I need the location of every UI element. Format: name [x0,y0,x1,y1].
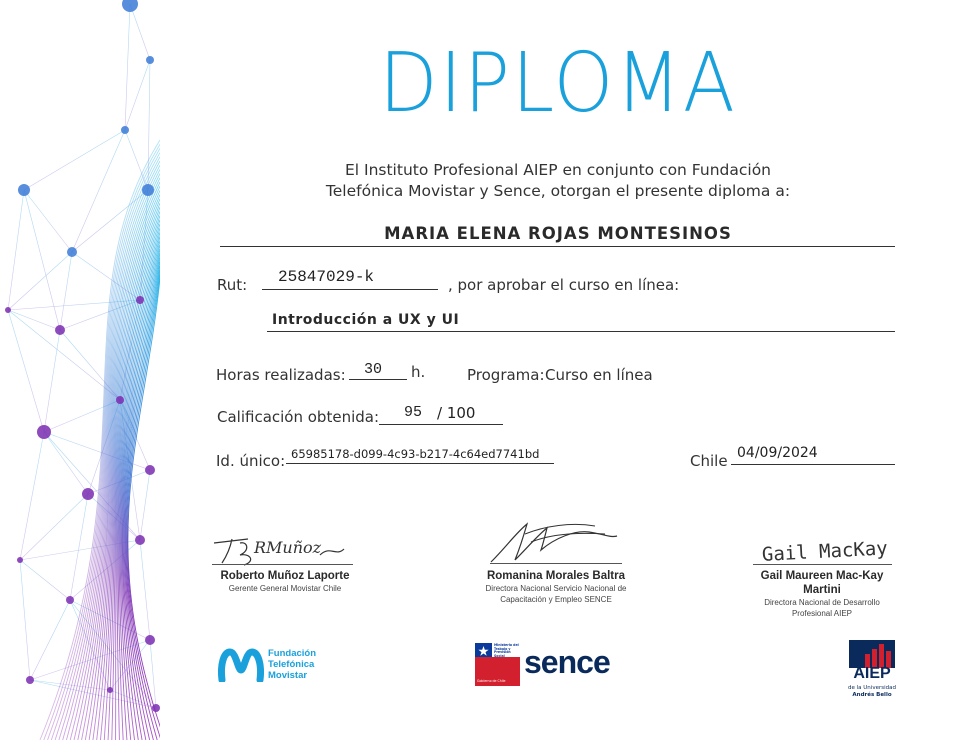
network-node [66,596,74,604]
network-line [24,190,60,330]
gob-line-4: Social [494,653,505,658]
signature-muñoz-text: RMuñoz [254,538,322,557]
wave-strand [125,262,160,740]
signatory-3 [734,569,910,619]
signature-morales [485,516,625,566]
recipient-name: MARIA ELENA ROJAS MONTESINOS [384,224,732,243]
signature-muñoz [210,525,355,567]
logo-gobierno-chile [475,643,520,686]
movistar-line-2: Telefónica [268,659,315,670]
network-line [125,4,130,130]
grade-underline [379,424,503,425]
rut-label: Rut: [217,276,248,294]
hours-label: Horas realizadas: [216,366,346,384]
network-line [140,470,150,540]
network-node [107,687,113,693]
logo-aiep [849,640,896,700]
signatory-2-name: Romanina Morales Baltra [486,570,626,582]
signatory-3-role-2: Profesional AIEP [791,609,853,618]
network-node [37,425,51,439]
signatory-1-name: Roberto Muñoz Laporte [220,570,350,582]
logo-fundacion-telefonica-movistar [218,646,328,686]
rut-value: 25847029-k [278,268,375,286]
network-node [145,465,155,475]
wave-strand [125,266,160,740]
network-line [24,130,125,190]
network-node [145,635,155,645]
gob-line-2: Trabajo y [494,646,511,651]
signatory-2-role-1: Directora Nacional Servicio Nacional de [485,584,627,593]
network-line [8,190,24,310]
signature-line-1 [212,564,353,565]
network-node [82,488,94,500]
network-node [116,396,124,404]
network-node [122,0,138,12]
movistar-m-icon [218,648,264,682]
hours-unit: h. [411,363,426,381]
network-node [142,184,154,196]
signature-mackay [758,534,888,566]
program-value: Curso en línea [545,366,653,384]
network-line [20,560,70,600]
network-line [8,310,120,400]
network-line [60,252,72,330]
network-line [8,310,44,432]
network-node [5,307,11,313]
course-name: Introducción a UX y UI [272,312,460,328]
signatory-1 [195,569,375,594]
network-line [70,494,88,600]
aiep-line-2: Andrés Bello [852,691,892,698]
aiep-line-1: de la Universidad [848,685,896,691]
network-node [136,296,144,304]
network-line [72,130,125,252]
movistar-line-3: Movistar [268,670,308,681]
gob-footer: Gobierno de Chile [477,679,506,683]
signatory-2 [466,569,646,605]
signature-line-3 [753,564,892,565]
issue-date: 04/09/2024 [737,445,818,461]
aiep-building-icon [849,640,895,668]
grade-max: / 100 [437,404,476,422]
signatory-2-role-2: Capacitación y Empleo SENCE [500,595,612,604]
network-line [125,60,150,130]
id-underline [286,463,554,464]
decorative-network-art [0,0,160,740]
grade-label: Calificación obtenida: [217,408,380,426]
network-node [55,325,65,335]
signatory-3-name-2: Martini [803,584,841,596]
signatory-1-role: Gerente General Movistar Chile [228,584,342,593]
intro-text [200,160,916,202]
network-node [121,126,129,134]
network-node [152,704,160,712]
aiep-word: AIEP [853,665,891,682]
signature-line-2 [490,563,622,564]
id-value: 65985178-d099-4c93-b217-4c64ed7741bd [291,447,540,461]
intro-line-1: El Instituto Profesional AIEP en conjunto con Fundación [344,161,771,179]
network-node [18,184,30,196]
network-line [44,432,88,494]
network-line [125,130,148,190]
network-node [146,56,154,64]
network-node [17,557,23,563]
gob-line-1: Ministerio del [494,643,519,647]
signature-mackay-text: Gail MacKay [761,537,888,566]
network-node [135,535,145,545]
network-line [8,310,60,330]
movistar-line-1: Fundación [268,648,317,659]
gob-line-3: Previsión [494,650,511,655]
signatory-3-role-1: Directora Nacional de Desarrollo [764,598,880,607]
network-line [130,4,150,60]
network-line [140,540,150,640]
diploma-title: DIPLOMA [379,34,737,131]
course-underline [267,331,895,332]
network-line [20,560,30,680]
network-line [30,600,70,680]
signatory-3-name: Gail Maureen Mac-Kay [760,570,884,582]
network-line [8,252,72,310]
rut-suffix: , por aprobar el curso en línea: [448,276,680,294]
rut-underline [262,289,438,290]
hours-value: 30 [364,361,383,378]
id-label: Id. único: [216,452,286,470]
program-label: Programa: [467,366,545,384]
network-node [67,247,77,257]
intro-line-2: Telefónica Movistar y Sence, otorgan el presente diploma a: [325,182,791,200]
recipient-underline [220,246,895,247]
network-line [24,190,72,252]
place-label: Chile [690,452,728,470]
hours-underline [349,379,407,380]
logo-sence: sence [524,644,610,680]
date-underline [731,464,895,465]
network-line [20,432,44,560]
grade-value: 95 [404,404,423,421]
network-node [26,676,34,684]
wave-strand [48,148,160,740]
